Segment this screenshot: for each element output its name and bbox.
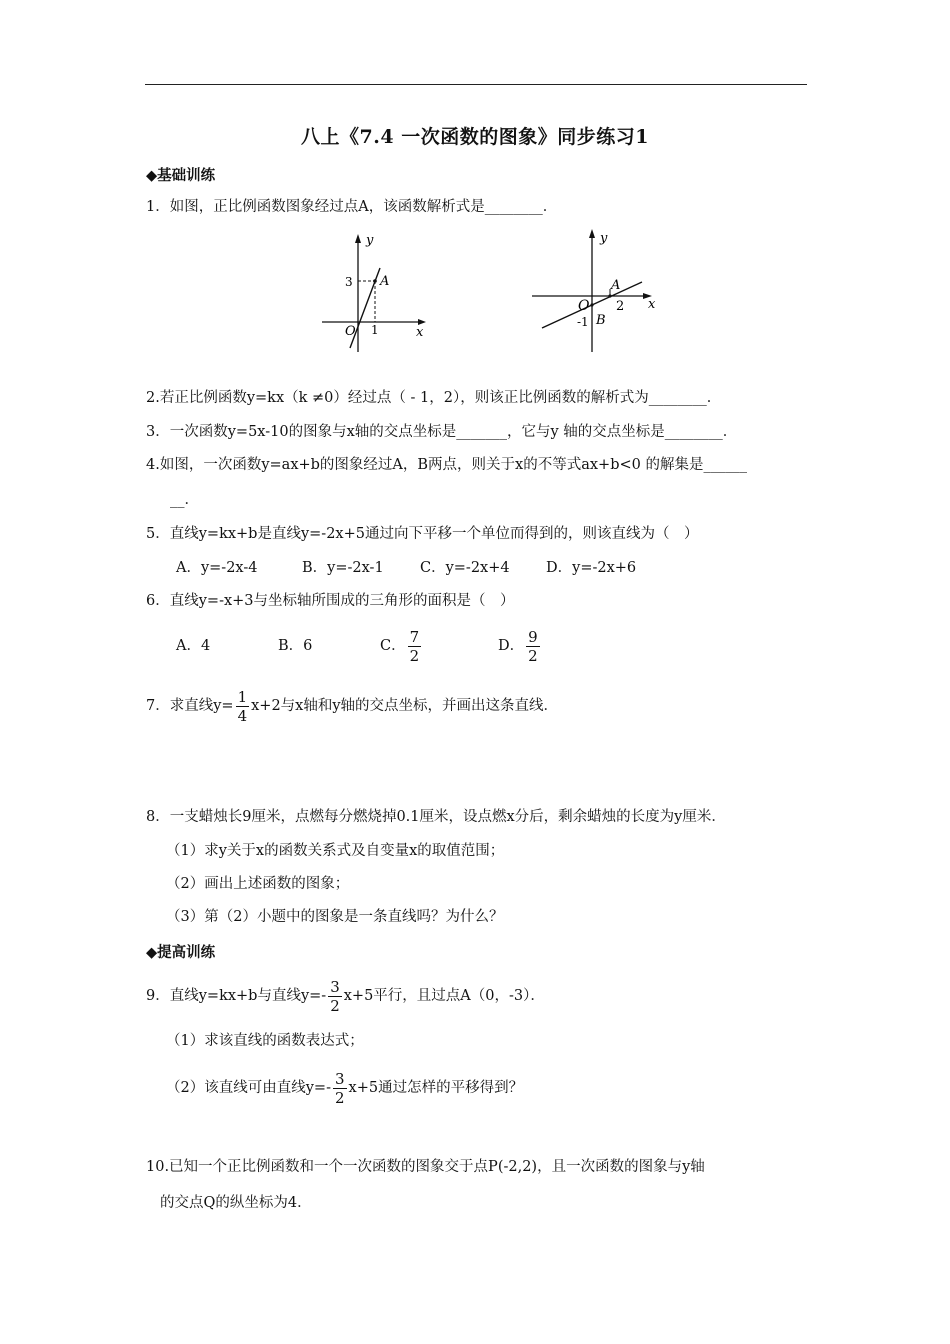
q6-option-d-fraction bbox=[526, 628, 540, 665]
fraction-denominator: 2 bbox=[409, 646, 420, 665]
fig1-x-label: x bbox=[416, 325, 424, 340]
q6-option-c-label: C． bbox=[380, 638, 406, 654]
question-10-line-1: 10.已知一个正比例函数和一个一次函数的图象交于点P(-2,2)，且一次函数的图象与y轴 bbox=[146, 1159, 705, 1175]
q6-option-b: B．6 bbox=[278, 638, 313, 654]
q6-option-d bbox=[498, 624, 542, 668]
question-7 bbox=[146, 684, 558, 728]
question-1: 1．如图，正比例函数图象经过点A，该函数解析式是________． bbox=[146, 199, 558, 215]
fig1-tick-x-label: 1 bbox=[371, 323, 379, 337]
q5-option-a: A．y=-2x-4 bbox=[176, 560, 258, 576]
q7-fraction bbox=[236, 688, 250, 725]
fig1-origin-label: O bbox=[345, 324, 356, 339]
q5-option-d: D．y=-2x+6 bbox=[546, 560, 637, 576]
q9-part-2-fraction bbox=[333, 1070, 347, 1107]
fig2-point-b bbox=[590, 303, 593, 306]
fig1-point-label: A bbox=[380, 274, 390, 289]
q7-text-post: x+2与x轴和y轴的交点坐标，并画出这条直线． bbox=[251, 698, 559, 714]
question-8: 8．一支蜡烛长9厘米，点燃每分燃烧掉0.1厘米，设点燃x分后，剩余蜡烛的长度为y厘米． bbox=[146, 809, 726, 825]
q9-text-post: x+5平行，且过点A（0，-3）． bbox=[343, 988, 545, 1004]
fraction-denominator: 4 bbox=[237, 706, 248, 725]
page-title: 八上《7.4 一次函数的图象》同步练习1 bbox=[301, 126, 649, 148]
q9-part-2-pre: （2）该直线可由直线y=- bbox=[166, 1080, 331, 1096]
question-10-line-2: 的交点Q的纵坐标为4． bbox=[160, 1195, 312, 1211]
fig2-y-label: y bbox=[600, 231, 608, 246]
question-3: 3．一次函数y=5x-10的图象与x轴的交点坐标是_______，它与y 轴的交点坐标是________． bbox=[146, 424, 738, 440]
fig2-x-label: x bbox=[648, 297, 656, 312]
q5-option-b: B．y=-2x-1 bbox=[302, 560, 384, 576]
question-2: 2.若正比例函数y=kx（k ≠0）经过点（ - 1，2），则该正比例函数的解析式为________． bbox=[146, 390, 722, 406]
question-5: 5．直线y=kx+b是直线y=-2x+5通过向下平移一个单位而得到的，则该直线为（ ） bbox=[146, 526, 699, 542]
fraction-numerator: 9 bbox=[528, 627, 538, 646]
q6-option-c-fraction bbox=[408, 628, 422, 665]
q9-text-pre: 9．直线y=kx+b与直线y=- bbox=[146, 988, 327, 1004]
question-4-line-2: __． bbox=[170, 492, 199, 508]
figure-2-graph bbox=[528, 222, 664, 356]
q9-part-2-post: x+5通过怎样的平移得到？ bbox=[348, 1080, 524, 1096]
q5-option-c: C．y=-2x+4 bbox=[420, 560, 510, 576]
figure-1-graph bbox=[318, 228, 430, 356]
fig2-tick-x-label: 2 bbox=[616, 299, 625, 314]
question-4-line-1: 4.如图，一次函数y=ax+b的图象经过A，B两点，则关于x的不等式ax+b<0 的解集是______ bbox=[146, 457, 747, 473]
fig2-point-a-label: A bbox=[611, 278, 621, 293]
q6-option-a: A．4 bbox=[176, 638, 211, 654]
fraction-numerator: 3 bbox=[330, 977, 340, 996]
fig2-tick-y-label: -1 bbox=[577, 315, 589, 329]
question-6: 6．直线y=-x+3与坐标轴所围成的三角形的面积是（ ） bbox=[146, 593, 515, 609]
q6-option-d-label: D． bbox=[498, 638, 525, 654]
q9-part-1: （1）求该直线的函数表达式； bbox=[166, 1033, 364, 1049]
fig1-y-label: y bbox=[366, 233, 374, 248]
q9-part-2 bbox=[166, 1066, 523, 1110]
q7-text-pre: 7．求直线y= bbox=[146, 698, 234, 714]
question-9 bbox=[146, 974, 545, 1018]
fig2-point-a bbox=[608, 294, 611, 297]
fraction-numerator: 3 bbox=[334, 1069, 345, 1088]
fig1-point-a bbox=[373, 279, 377, 283]
fraction-denominator: 2 bbox=[528, 646, 538, 665]
fig2-point-b-label: B bbox=[596, 313, 606, 328]
fraction-numerator: 1 bbox=[237, 687, 248, 706]
q8-part-2: （2）画出上述函数的图象； bbox=[166, 876, 350, 892]
section-basic: ◆基础训练 bbox=[146, 167, 216, 184]
q8-part-1: （1）求y关于x的函数关系式及自变量x的取值范围； bbox=[166, 843, 505, 859]
q9-fraction bbox=[328, 978, 342, 1015]
fraction-denominator: 2 bbox=[334, 1088, 345, 1107]
fig2-origin-label: O bbox=[578, 298, 590, 314]
section-advanced: ◆提高训练 bbox=[146, 944, 216, 961]
q8-part-3: （3）第（2）小题中的图象是一条直线吗？为什么？ bbox=[166, 909, 504, 925]
q6-option-c bbox=[380, 624, 423, 668]
fig2-y-arrow bbox=[589, 229, 595, 238]
fig1-tick-y-label: 3 bbox=[345, 275, 353, 289]
fraction-numerator: 7 bbox=[409, 627, 420, 646]
header-rule bbox=[145, 84, 807, 85]
fraction-denominator: 2 bbox=[330, 996, 340, 1015]
fig1-y-arrow bbox=[355, 234, 361, 243]
